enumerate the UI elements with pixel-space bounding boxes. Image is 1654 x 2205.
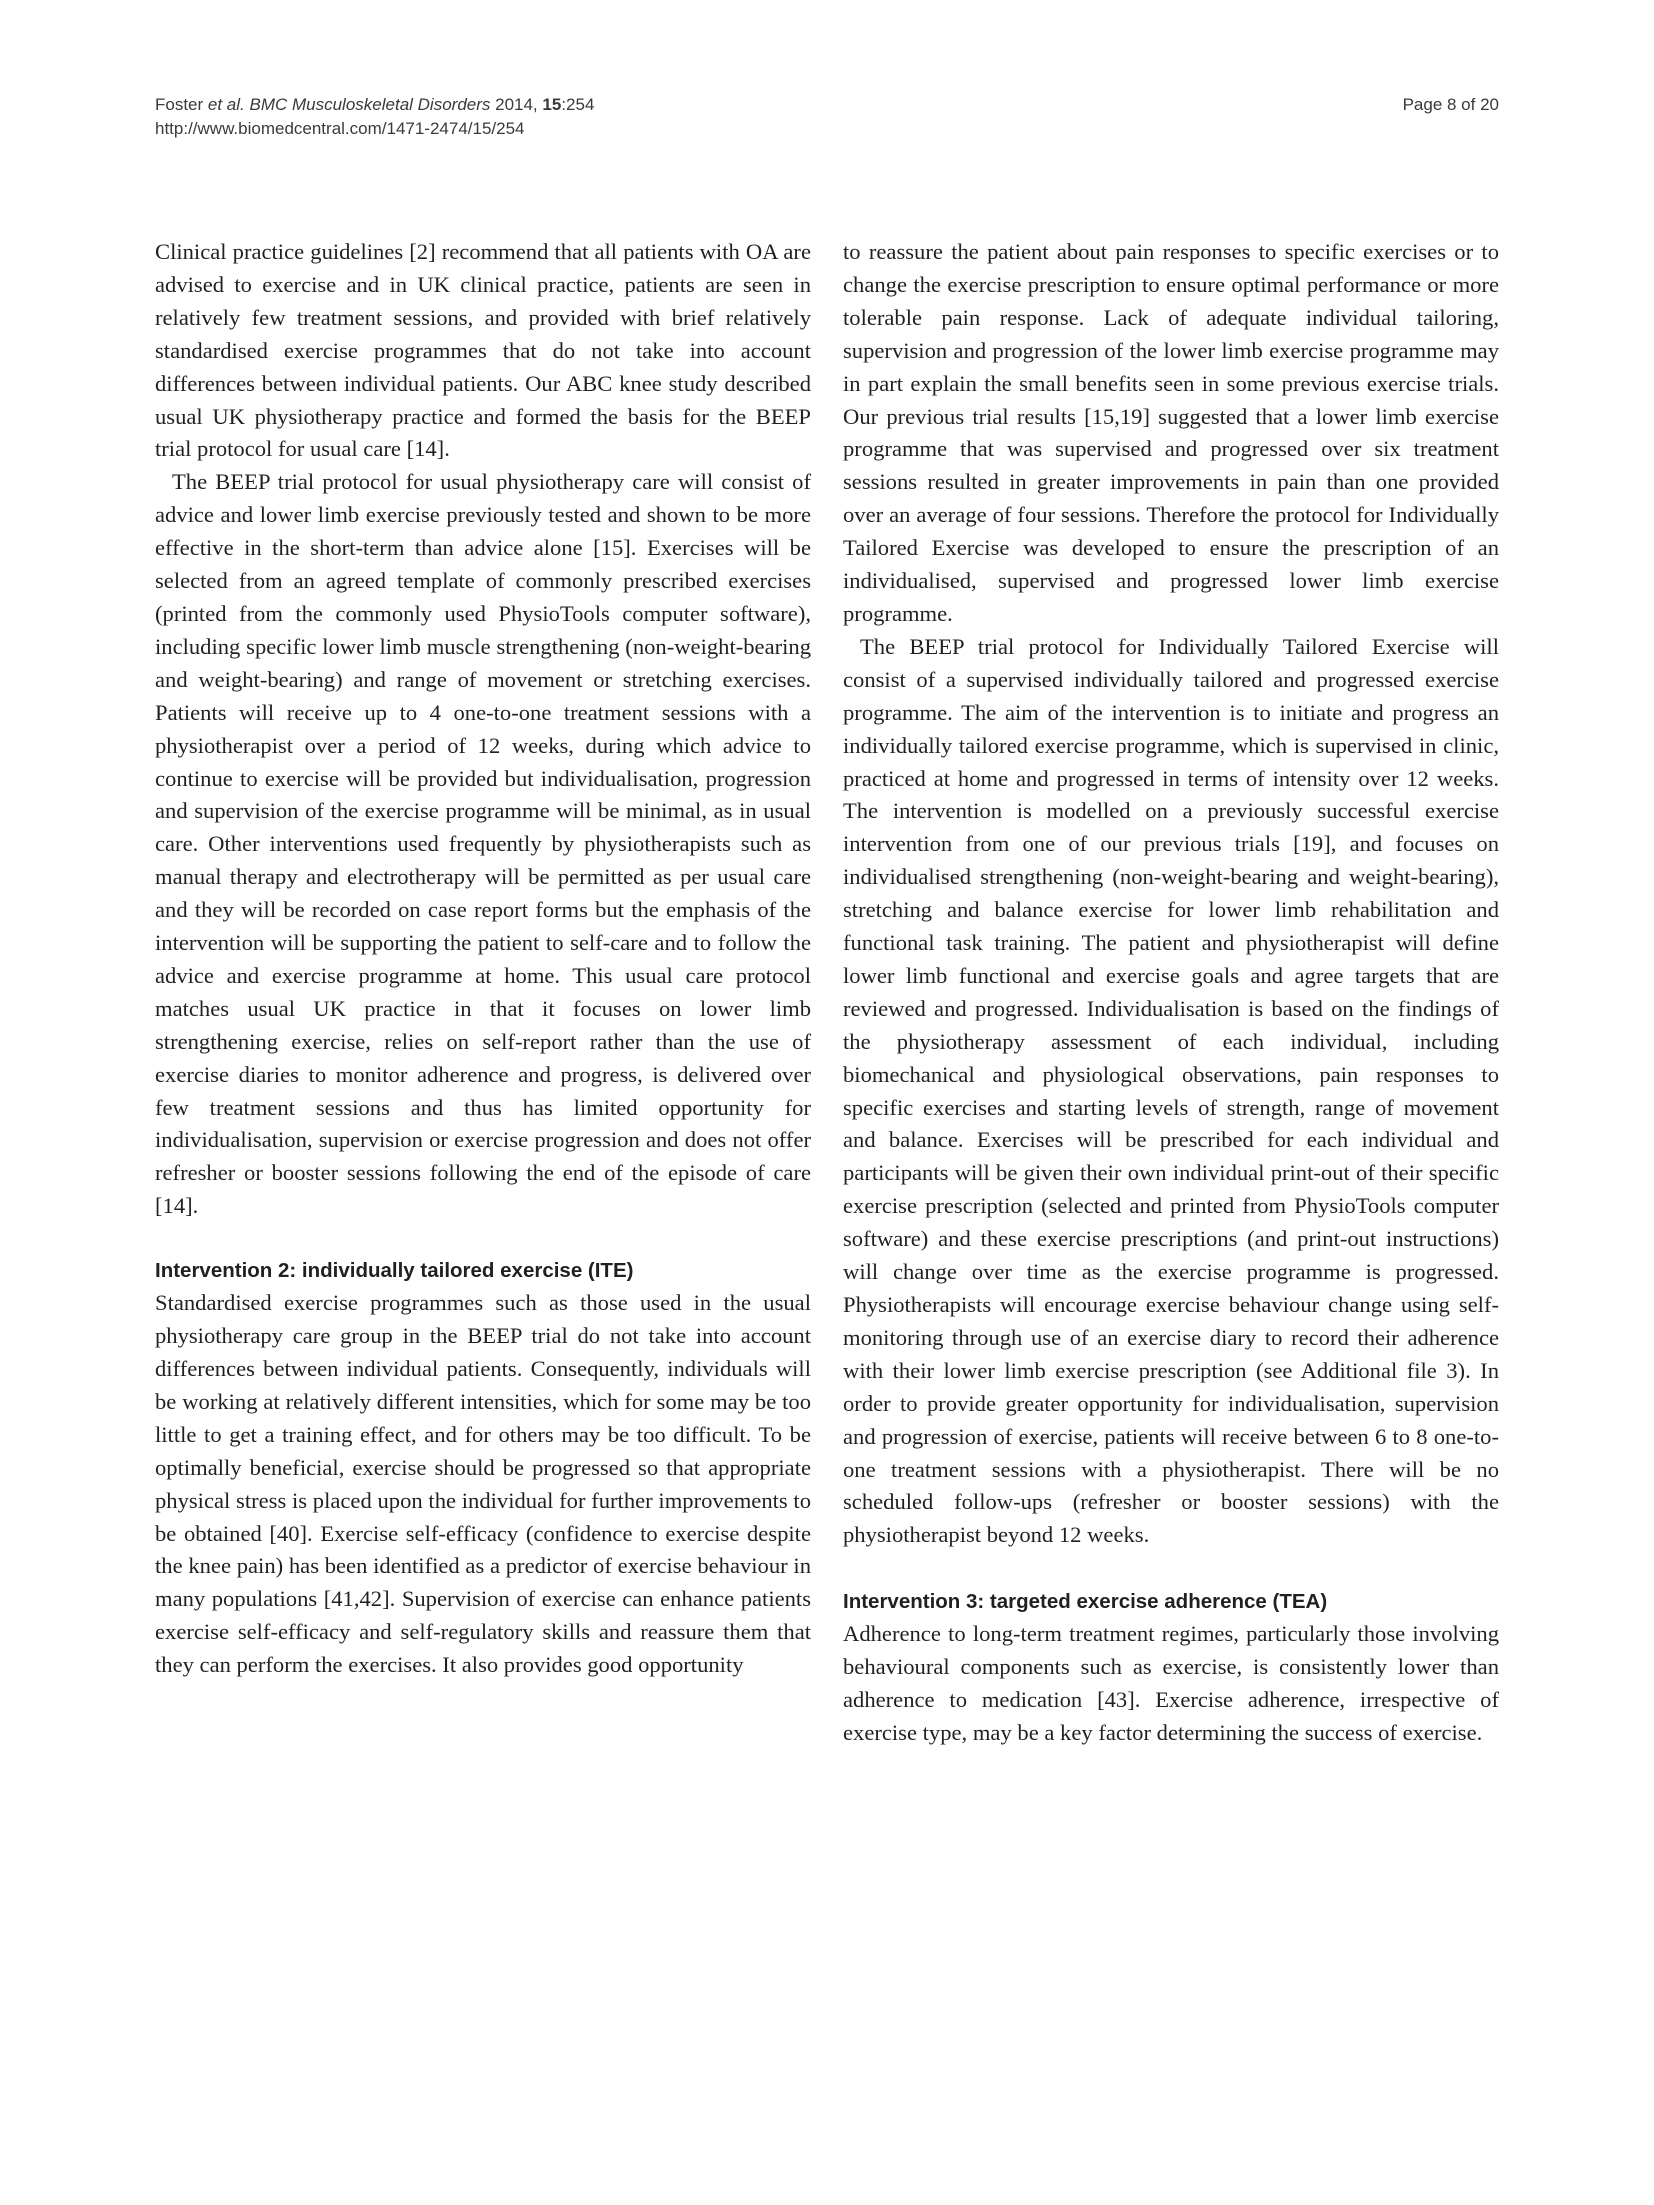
right-column [843,236,1499,1750]
section-heading-ite: Intervention 2: individually tailored exercise (ITE) [155,1259,634,1283]
citation-authors: Foster [155,95,208,114]
left-paragraph-3: Standardised exercise programmes such as those used in the usual physiotherapy care group in the BEEP trial do not take into account differences between individual patients. Consequently, individuals will be working at relatively different intensities, which for some may be too little to get a training effect, and for others may be too difficult. To be optimally beneficial, exercise should be progressed so that appropriate physical stress is placed upon the individual for further improvements to be obtained [40]. Exercise self-efficacy (confidence to exercise despite the knee pain) has been identified as a predictor of exercise behaviour in many populations [41,42]. Supervision of exercise can enhance patients exercise self-efficacy and self-regulatory skills and reassure them that they can perform the exercises. It also provides good opportunity [155,1290,811,1678]
header-citation-block [155,93,594,141]
citation-article: :254 [561,95,595,114]
left-paragraph-2: The BEEP trial protocol for usual physiotherapy care will consist of advice and lower limb exercise previously tested and shown to be more effective in the short-term than advice alone [15]. Exercises will be selected from an agreed template of commonly prescribed exercises (printed from the commonly used PhysioTools computer software), including specific lower limb muscle strengthening (non-weight-bearing and weight-bearing) and range of movement or stretching exercises. Patients will receive up to 4 one-to-one treatment sessions with a physiotherapist over a period of 12 weeks, during which advice to continue to exercise will be provided but individualisation, progression and supervision of the exercise programme will be minimal, as in usual care. Other interventions used frequently by physiotherapists such as manual therapy and electrotherapy will be permitted as per usual care and they will be recorded on case report forms but the emphasis of the intervention will be supporting the patient to self-care and to follow the advice and exercise programme at home. This usual care protocol matches usual UK practice in that it focuses on lower limb strengthening exercise, relies on self-report rather than the use of exercise diaries to monitor adherence and progress, is delivered over few treatment sessions and thus has limited opportunity for individualisation, supervision or exercise progression and does not offer refresher or booster sessions following the end of the episode of care [14]. [155,469,811,1219]
left-paragraph-1: Clinical practice guidelines [2] recommend that all patients with OA are advised to exercise and in UK clinical practice, patients are seen in relatively few treatment sessions, and provided with brief relatively standardised exercise programmes that do not take into account differences between individual patients. Our ABC knee study described usual UK physiotherapy practice and formed the basis for the BEEP trial protocol for usual care [14]. [155,239,811,462]
right-paragraph-2: The BEEP trial protocol for Individually Tailored Exercise will consist of a supervised individually tailored and progressed exercise programme. The aim of the intervention is to initiate and progress an individually tailored exercise programme, which is supervised in clinic, practiced at home and progressed in terms of intensity over 12 weeks. The intervention is modelled on a previously successful exercise intervention from one of our previous trials [19], and focuses on individualised strengthening (non-weight-bearing and weight-bearing), stretching and balance exercise for lower limb rehabilitation and functional task training. The patient and physiotherapist will define lower limb functional and exercise goals and agree targets that are reviewed and progressed. Individualisation is based on the findings of the physiotherapy assessment of each individual, including biomechanical and physiological observations, pain responses to specific exercises and starting levels of strength, range of movement and balance. Exercises will be prescribed for each individual and participants will be given their own individual print-out of their specific exercise prescription (selected and printed from PhysioTools computer software) and these exercise prescriptions (and print-out instructions) will change over time as the exercise programme is progressed. Physiotherapists will encourage exercise behaviour change using self-monitoring through use of an exercise diary to record their adherence with their lower limb exercise prescription (see Additional file 3). In order to provide greater opportunity for individualisation, supervision and progression of exercise, patients will receive between 6 to 8 one-to-one treatment sessions with a physiotherapist. There will be no scheduled follow-ups (refresher or booster sessions) with the physiotherapist beyond 12 weeks. [843,633,1499,1548]
header-citation [155,93,594,117]
left-column [155,236,811,1682]
section-heading-tea: Intervention 3: targeted exercise adherence (TEA) [843,1590,1328,1614]
page-number: Page 8 of 20 [1402,95,1499,114]
citation-volume: 15 [542,95,562,114]
right-paragraph-3: Adherence to long-term treatment regimes, particularly those involving behavioural components such as exercise, is consistently lower than adherence to medication [43]. Exercise adherence, irrespective of exercise type, may be a key factor determining the success of exercise. [843,1621,1499,1745]
citation-journal: et al. BMC Musculoskeletal Disorders [207,95,491,114]
header-url[interactable]: http://www.biomedcentral.com/1471-2474/15/254 [155,119,525,138]
right-paragraph-1: to reassure the patient about pain responses to specific exercises or to change the exercise prescription to ensure optimal performance or more tolerable pain response. Lack of adequate individual tailoring, supervision and progression of the lower limb exercise programme may in part explain the small benefits seen in some previous exercise trials. Our previous trial results [15,19] suggested that a lower limb exercise programme that was supervised and progressed over six treatment sessions resulted in greater improvements in pain than one provided over an average of four sessions. Therefore the protocol for Individually Tailored Exercise was developed to ensure the prescription of an individualised, supervised and progressed lower limb exercise programme. [843,239,1499,626]
citation-year: 2014, [490,95,543,114]
